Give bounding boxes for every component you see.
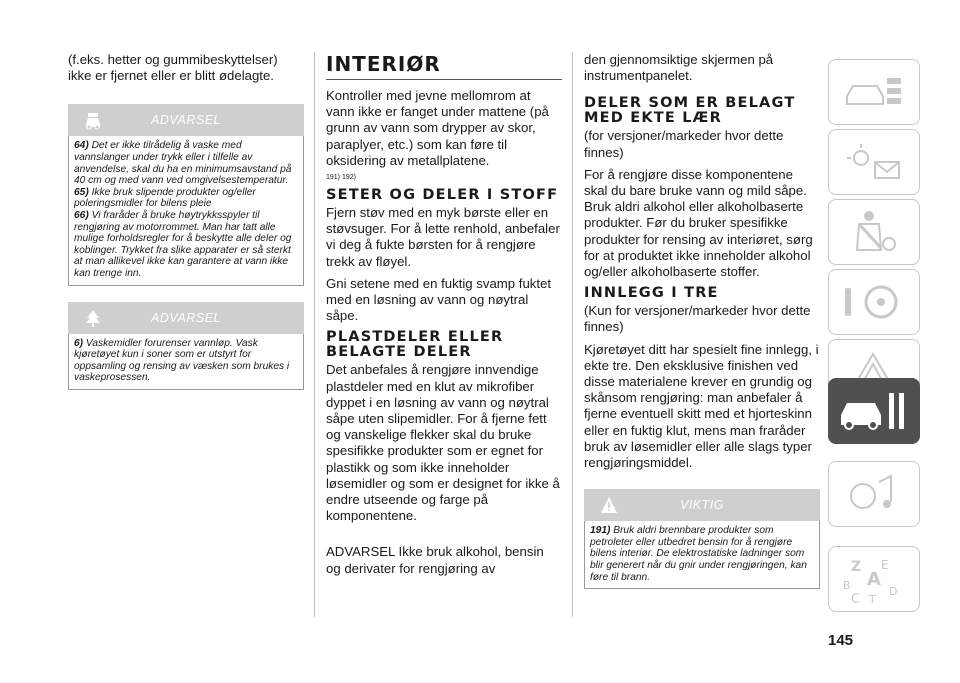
index-letter: E [881, 558, 889, 572]
paragraph: Kjøretøyet ditt har spesielt fine innlegg, i ekte tre. Den eksklusive finishen ved disse materialene krever en grundig og skånsom rengjøring: man anbefaler å fjerne eventuell skitt med et hjorteskinn eller en fuktig klut, mens man fraråder bruk av løsemidler eller alle slags typer rengjøringsmiddel. [584, 341, 819, 471]
paragraph: (for versjoner/markeder hvor dette finnes) [584, 128, 784, 160]
important-title: VIKTIG [680, 498, 724, 513]
sidebar-tab-index[interactable] [828, 546, 920, 612]
paragraph: Gni setene med en fuktig svamp fuktet med en løsning av vann og nøytral såpe. [326, 275, 552, 324]
alphabet-index-icon [829, 547, 919, 611]
important-body [584, 521, 820, 589]
index-letter: C [851, 592, 861, 607]
column-middle [326, 52, 562, 583]
sidebar-tab-technical-data[interactable] [828, 461, 920, 527]
index-letter: D [889, 585, 898, 598]
paragraph: Det anbefales å rengjøre innvendige plastdeler med en klut av mikrofiber dyppet i en løsning av vann og nøytral såpe uten slipemidler. For å fjerne fett og vanskelige flekker skal du bruke spesifikke produkter som er egnet for plastikk og som ikke inneholder løsemidler og som er designet for ikke å endre utseende og farge på komponentene. [326, 362, 560, 524]
warning-item: 66) Vi fraråder å bruke høytrykksspyler til rengjøring av motorrommet. Man har tatt alle mulige forholdsregler for å beskytte alle deler og koblinger. Trykket fra slike apparater er så sterkt at man allikevel ikke kan garantere at vann ikke kan trenge inn. [74, 209, 292, 279]
warning-item: 64) Det er ikke tilrådelig å vaske med vannslanger under trykk eller i tilfelle av anvendelse, skal du ha en minimumsavstand på 40 cm og med vann ved omgivelsestemperatur. [74, 140, 292, 187]
subheading: DELER SOM ER BELAGT MED EKTE LÆR [584, 95, 796, 127]
index-letter: A [867, 569, 881, 590]
intro-text: (f.eks. hetter og gummibeskyttelser) ikke er fjernet eller er blitt ødelagte. [68, 52, 278, 84]
steering-wheel-icon [829, 270, 919, 334]
warning-item: 65) Ikke bruk slipende produkter og/eller poleringsmidler for bilens pleie [74, 186, 256, 210]
important-header [584, 489, 820, 521]
warning-title: ADVARSEL [150, 113, 221, 128]
footnote-refs: 191) 192) [326, 174, 356, 182]
index-letter: Z [851, 559, 862, 575]
warning-item: 6) Vaskemidler forurenser vannløp. Vask kjøretøyet kun i soner som er utstyrt for oppsamling og rensing av væsken som brukes i vaskeprosessen. [74, 337, 290, 384]
column-divider [572, 52, 573, 617]
technical-data-icon [829, 462, 919, 526]
important-item: 191) Bruk aldri brennbare produkter som petroleter eller utbedret bensin for å rengjøre bilens interiør. De elektrostatiske ladninger som blir generert når du gnir under rengjøringen, kan føre til brann. [590, 525, 807, 583]
sidebar-tab-lights-messages[interactable] [828, 129, 920, 195]
index-letter: T [869, 593, 876, 606]
sidebar-tab-safety[interactable] [828, 199, 920, 265]
sidebar-tab-dashboard[interactable] [828, 59, 920, 125]
index-letter: B [843, 579, 851, 592]
column-left [68, 52, 304, 390]
warning-lights-icon [829, 130, 919, 194]
paragraph: (Kun for versjoner/markeder hvor dette finnes) [584, 303, 811, 335]
warning-header [68, 302, 304, 334]
warning-header [68, 104, 304, 136]
column-divider [314, 52, 315, 617]
section-heading: INTERIØR [326, 52, 562, 80]
paragraph: ADVARSEL Ikke bruk alkohol, bensin og derivater for rengjøring av [326, 544, 544, 576]
page-number: 145 [828, 632, 854, 649]
subheading: PLASTDELER ELLER BELAGTE DELER [326, 329, 504, 361]
car-dashboard-icon [829, 60, 919, 124]
paragraph: For å rengjøre disse komponentene skal du bare bruke vann og mild såpe. Bruk aldri alkohol eller alkoholbaserte produkter. Før du bruker spesifikke produkter for rensing av interiøret, sørg for at produktet ikke inneholder alkohol og/eller alkoholbaserte stoffer. [584, 166, 813, 280]
warning-body [68, 334, 304, 390]
subheading: INNLEGG I TRE [584, 285, 719, 302]
sidebar-tab-maintenance[interactable] [828, 378, 920, 444]
warning-title: ADVARSEL [150, 310, 221, 325]
column-right [584, 52, 820, 589]
paragraph: Kontroller med jevne mellomrom at vann ikke er fanget under mattene (på grunn av vann som drypper av skor, paraplyer, etc.) som kan føre til oksidering av metallplatene. [326, 88, 549, 168]
car-maintenance-icon [829, 379, 919, 443]
seatbelt-icon [829, 200, 919, 264]
paragraph: den gjennomsiktige skjermen på instrumentpanelet. [584, 52, 774, 84]
subheading: SETER OG DELER I STOFF [326, 187, 559, 204]
warning-body [68, 136, 304, 285]
paragraph: Fjern støv med en myk børste eller en støvsuger. For å lette renhold, anbefaler vi deg å fukte børsten for å rengjøre trekk av fløyel. [326, 205, 560, 269]
sidebar-tab-starting-driving[interactable] [828, 269, 920, 335]
